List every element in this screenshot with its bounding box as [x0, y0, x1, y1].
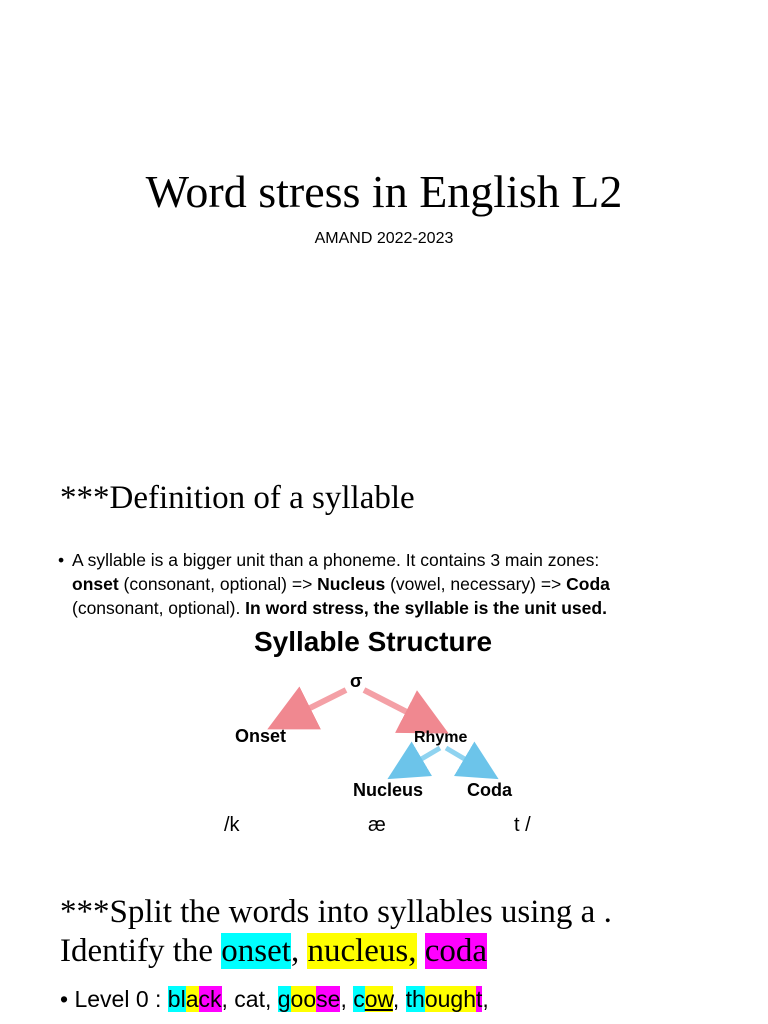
coda-node: Coda — [467, 780, 512, 800]
word-black-nucleus: a — [185, 986, 199, 1012]
level0-line — [60, 984, 489, 1014]
slide-title: Word stress in English L2 — [145, 166, 623, 217]
word-black-onset: bl — [167, 986, 186, 1012]
branch-sigma-onset — [278, 690, 346, 724]
word-cow-onset: c — [353, 986, 365, 1012]
identify-prefix: Identify the — [60, 933, 222, 969]
nucleus-node: Nucleus — [353, 780, 424, 800]
heading-separator: , — [290, 933, 308, 969]
level0-bullet: • — [60, 986, 69, 1012]
onset-highlight: onset — [221, 933, 291, 969]
heading-space — [417, 933, 425, 969]
bullet-marker: • — [58, 550, 65, 570]
stress-emphasis: In word stress, the syllable is the unit used. — [245, 598, 607, 618]
word-thought-coda: t — [476, 986, 483, 1012]
onset-description: (consonant, optional) => — [118, 574, 318, 594]
word-thought-nucleus: ough — [424, 986, 476, 1012]
word-black-coda: ck — [198, 986, 222, 1012]
split-heading — [60, 893, 750, 971]
transcription-nucleus: æ — [368, 814, 386, 836]
split-heading-line1: ***Split the words into syllables using a . — [60, 894, 612, 930]
branch-rhyme-nucleus — [396, 748, 440, 774]
coda-description: (consonant, optional). — [72, 598, 246, 618]
rhyme-node: Rhyme — [414, 729, 468, 746]
word-goose-nucleus: oo — [290, 986, 317, 1012]
level0-label: Level 0 : — [74, 986, 168, 1012]
word-separator: , — [221, 986, 235, 1012]
word-cat: cat — [234, 986, 265, 1012]
term-onset: onset — [72, 574, 119, 594]
coda-highlight: coda — [424, 933, 488, 969]
onset-node: Onset — [235, 726, 287, 746]
diagram-title: Syllable Structure — [253, 626, 493, 657]
nucleus-highlight: nucleus, — [307, 933, 417, 969]
word-goose-coda: se — [316, 986, 341, 1012]
word-thought-onset: th — [405, 986, 425, 1012]
sigma-node: σ — [350, 671, 363, 691]
definition-heading: ***Definition of a syllable — [60, 480, 415, 516]
nucleus-description: (vowel, necessary) => — [385, 574, 567, 594]
word-separator: , — [392, 986, 406, 1012]
word-separator: , — [340, 986, 354, 1012]
transcription-onset: /k — [224, 814, 240, 836]
branch-rhyme-coda — [446, 748, 490, 774]
slide-subtitle: AMAND 2022-2023 — [314, 230, 454, 247]
transcription-coda: t / — [514, 814, 531, 836]
branch-sigma-rhyme — [364, 690, 438, 728]
term-coda: Coda — [566, 574, 610, 594]
word-goose-onset: g — [277, 986, 291, 1012]
word-separator: , — [264, 986, 278, 1012]
term-nucleus: Nucleus — [317, 574, 386, 594]
word-cow-nucleus: ow — [364, 986, 393, 1012]
trailing-comma: , — [482, 986, 489, 1012]
definition-line1: A syllable is a bigger unit than a phoneme. It contains 3 main zones: — [72, 550, 600, 570]
